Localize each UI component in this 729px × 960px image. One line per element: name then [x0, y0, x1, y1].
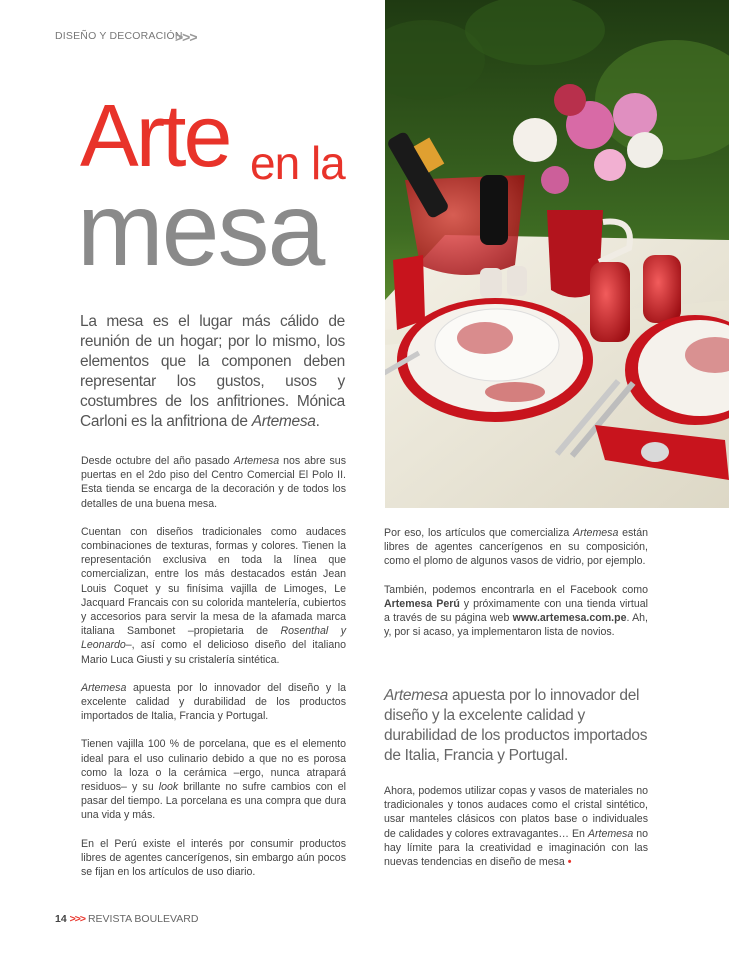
brand-name: Artemesa — [251, 413, 316, 430]
body-column-2 — [384, 526, 648, 653]
section-arrows-icon: >>> — [175, 29, 197, 45]
end-mark-icon: • — [567, 856, 572, 869]
lead-paragraph: La mesa es el lugar más cálido de reunión de un hogar; por lo mismo, los elementos que la componen deben representar los gustos, usos y costumbres de los anfitriones. Mónica Carloni es la anfitriona de Artemesa. — [80, 313, 345, 430]
paragraph: En el Perú existe el interés por consumir productos libres de agentes cancerígenos, sin embargo aún pocos se fijan en los artículos de uso diario. — [81, 837, 346, 879]
paragraph: Cuentan con diseños tradicionales como audaces combinaciones de texturas, formas y colores. Tienen la representación exclusiva en toda la línea que comercializan, entre los más destacados están Jean Louis Coquet y su finísima vajilla de Limoges, Le Jacquard Francais con su colorida mantelería, cubiertos y accesorios para servir la mesa de la afamada marca italiana Sambonet –propietaria de Rosenthal y Leonardo–, así como el delicioso diseño del italiano Mario Luca Giusti y su cristalería sintética. — [81, 525, 346, 666]
page-number: 14 — [55, 913, 67, 925]
pull-quote: Artemesa apuesta por lo innovador del diseño y la excelente calidad y durabilidad de los productos importados de Italia, Francia y Portugal. — [384, 687, 648, 764]
footer-arrows-icon: >>> — [69, 913, 86, 925]
paragraph: Tienen vajilla 100 % de porcelana, que es el elemento ideal para el uso culinario debido a que no es porosa como la loza o la cerámica –ergo, nunca atrapará residuos– y su look brillante no sufre cambios con el pasar del tiempo. La porcelana es una compra que dura una vida y más. — [81, 738, 346, 822]
paragraph: También, podemos encontrarla en el Facebook como Artemesa Perú y próximamente con una tienda virtual a través de su página web www.artemesa.com.pe. Ah, y, por si acaso, ya implementaron lista de novios. — [384, 583, 649, 639]
paragraph: Ahora, podemos utilizar copas y vasos de materiales no tradicionales y tonos audaces como el cristal sintético, usar manteles clásicos con platos base o individuales de calidades y colores extravagantes… En Artemesa no hay límite para la creatividad e imaginación con las nuevas tendencias en diseño de mesa • — [384, 785, 649, 869]
title-en-la: en la — [250, 137, 345, 189]
paragraph: Artemesa apuesta por lo innovador del diseño y la excelente calidad y durabilidad de los productos importados de Italia, Francia y Portugal. — [81, 681, 346, 723]
body-column-1 — [81, 454, 346, 893]
paragraph: Desde octubre del año pasado Artemesa nos abre sus puertas en el 2do piso del Centro Comercial El Polo II. Esta tienda se encarga de la decoración y de todos los detalles de una buena mesa. — [81, 455, 346, 510]
table-setting-photo — [385, 0, 729, 508]
body-column-3 — [384, 784, 648, 883]
website-url: www.artemesa.com.pe — [512, 612, 627, 625]
page-footer — [55, 913, 198, 925]
section-label: DISEÑO Y DECORACIÓN — [55, 30, 183, 42]
paragraph: Por eso, los artículos que comercializa Artemesa están libres de agentes cancerígenos en su composición, como el plomo de algunos vasos de vidrio, por ejemplo. — [384, 527, 649, 568]
title-arte: Arte — [80, 86, 230, 185]
magazine-name: REVISTA BOULEVARD — [87, 913, 199, 925]
title-mesa: mesa — [77, 172, 324, 288]
